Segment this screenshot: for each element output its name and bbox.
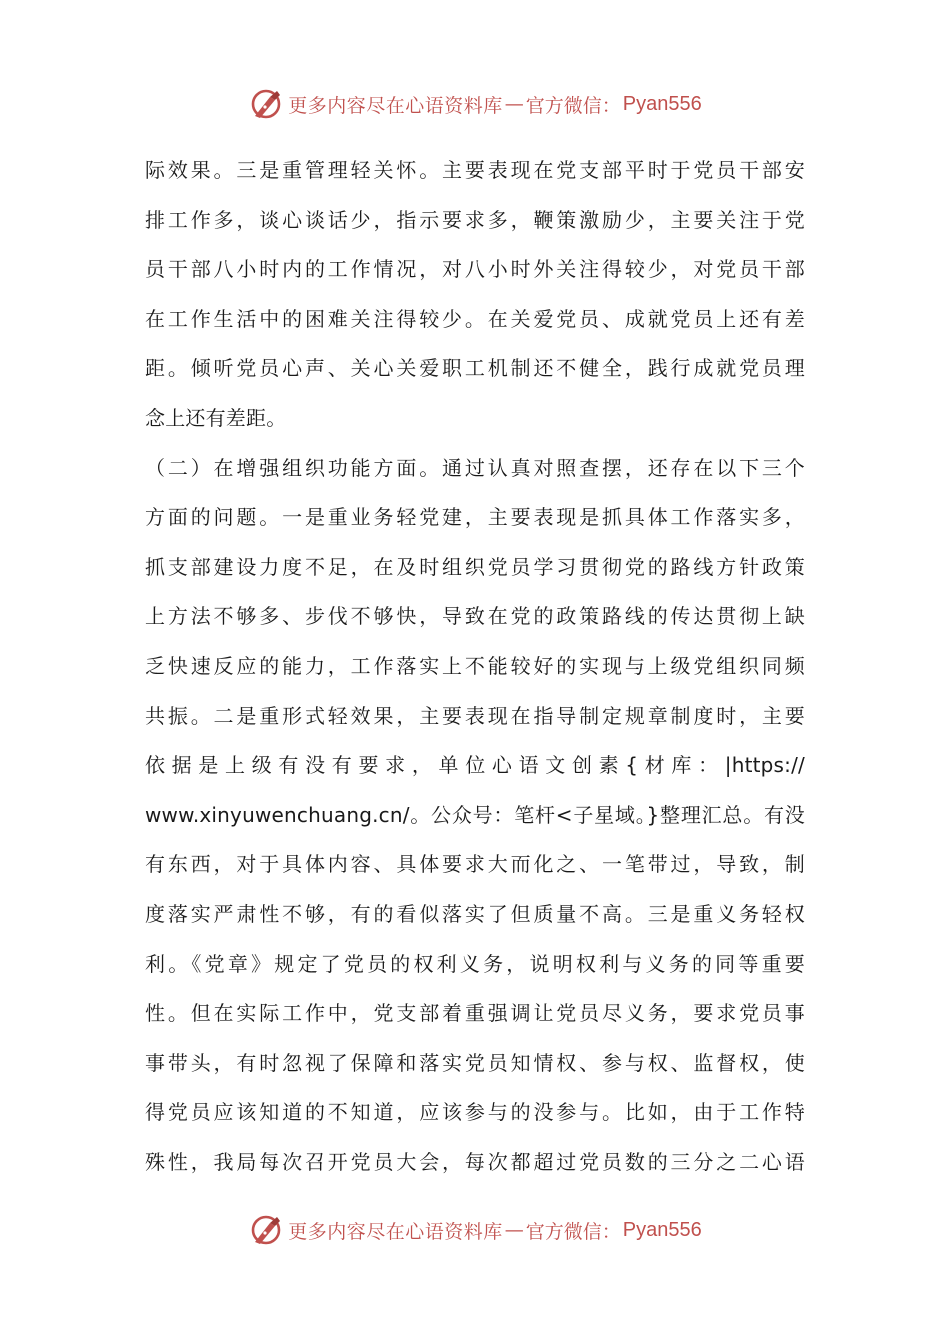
body-line: 度落实严肃性不够，有的看似落实了但质量不高。三是重义务轻权 xyxy=(145,901,805,926)
body-line: 方面的问题。一是重业务轻党建，主要表现是抓具体工作落实多， xyxy=(145,505,805,530)
footer-wechat-id: Pyan556 xyxy=(622,1218,702,1241)
body-line: 乏快速反应的能力，工作落实上不能较好的实现与上级党组织同频 xyxy=(145,653,805,678)
header-wechat-label: 官方微信： xyxy=(525,94,621,117)
header-separator: — xyxy=(504,93,524,115)
body-line: 际效果。三是重管理轻关怀。主要表现在党支部平时于党员干部安 xyxy=(145,158,805,182)
body-line: 念上还有差距。 xyxy=(145,405,287,430)
body-line: 排工作多，谈心谈话少，指示要求多，鞭策激励少，主要关注于党 xyxy=(145,207,805,232)
body-line: 性。但在实际工作中，党支部着重强调让党员尽义务，要求党员事 xyxy=(145,1001,805,1026)
body-line: 在工作生活中的困难关注得较少。在关爱党员、成就党员上还有差 xyxy=(145,306,805,331)
body-line: 利。《党章》规定了党员的权利义务，说明权利与义务的同等重要 xyxy=(145,951,805,976)
body-line: 共振。二是重形式轻效果，主要表现在指导制定规章制度时，主要 xyxy=(145,703,805,728)
pen-nib-circle-icon xyxy=(248,86,284,122)
body-line: 得党员应该知道的不知道，应该参与的没参与。比如，由于工作特 xyxy=(145,1100,805,1125)
footer-banner xyxy=(0,1210,950,1250)
pen-nib-circle-icon xyxy=(248,1212,284,1248)
footer-wechat-label: 官方微信： xyxy=(525,1220,621,1243)
body-line-with-link: www.xinyuwenchuang.cn/。公众号：笔杆<子星域。}整理汇总。有没 xyxy=(145,802,805,827)
body-line: （二）在增强组织功能方面。通过认真对照查摆，还存在以下三个 xyxy=(145,455,805,480)
footer-title: 更多内容尽在心语资料库 xyxy=(288,1220,503,1243)
footer-separator: — xyxy=(504,1219,524,1241)
body-line-with-link: 依据是上级有没有要求，单位心语文创素{材库：|https:// xyxy=(145,753,805,778)
header-banner xyxy=(0,84,950,124)
body-line: 上方法不够多、步伐不够快，导致在党的政策路线的传达贯彻上缺 xyxy=(145,604,805,629)
document-body xyxy=(145,146,805,1187)
body-line: 员干部八小时内的工作情况，对八小时外关注得较少，对党员干部 xyxy=(145,257,805,282)
body-line: 有东西，对于具体内容、具体要求大而化之、一笔带过，导致，制 xyxy=(145,852,805,877)
header-wechat-id: Pyan556 xyxy=(622,92,702,115)
body-line: 距。倾听党员心声、关心关爱职工机制还不健全，践行成就党员理 xyxy=(145,356,805,381)
body-line: 抓支部建设力度不足，在及时组织党员学习贯彻党的路线方针政策 xyxy=(145,554,805,579)
body-line: 事带头，有时忽视了保障和落实党员知情权、参与权、监督权，使 xyxy=(145,1050,805,1075)
header-title: 更多内容尽在心语资料库 xyxy=(288,94,503,117)
body-line: 殊性，我局每次召开党员大会，每次都超过党员数的三分之二心语 xyxy=(145,1149,805,1174)
